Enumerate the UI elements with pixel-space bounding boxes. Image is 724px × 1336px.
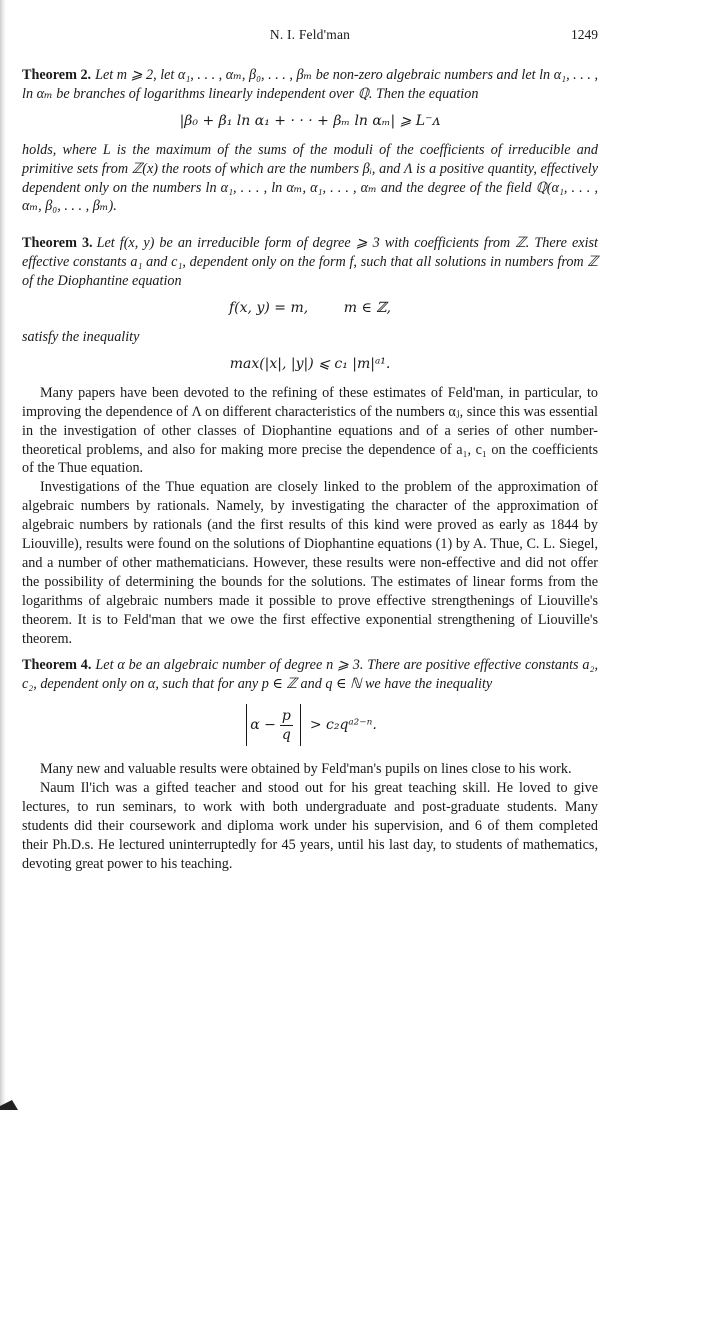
paragraph-refinements: Many papers have been devoted to the refining of these estimates of Feld'man, in particular, to improving the dependence of Λ on different characteristics of the numbers αⱼ, since this was essential in the investigation of other classes of Diophantine equations and of a series of other number-theoretical problems, and also for making more precise the dependence of a₁, c₁ on the coefficients of the Thue equation.: [22, 384, 598, 477]
theorem-2-equation: |β₀ + β₁ ln α₁ + · · · + βₘ ln αₘ| ⩾ L⁻ᴧ: [179, 112, 441, 129]
fraction-denominator: q: [281, 726, 291, 743]
theorem-4-label: Theorem 4.: [22, 657, 92, 674]
theorem-4-fraction: [280, 707, 293, 744]
paragraph-teaching: Naum Il'ich was a gifted teacher and stood out for his great teaching skill. He loved to give lectures, to run seminars, to work with both undergraduate and post-graduate students. Many students did their coursework and diploma work under his supervision, and 6 of them completed their Ph.D.s. He lectured uninterruptedly for 45 years, until his last day, to students of mathematics, devoting great power to his teaching.: [22, 780, 598, 872]
theorem-3-inequality: max(|x|, |y|) ⩽ c₁ |m|ᵃ¹.: [229, 355, 391, 372]
page-number: 1249: [571, 27, 598, 42]
theorem-4-rhs: > c₂qᵃ²⁻ⁿ.: [309, 716, 377, 733]
abs-bar-right: [300, 704, 301, 746]
theorem-3-continuation: satisfy the inequality: [22, 328, 140, 345]
theorem-2-continuation: holds, where L is the maximum of the sums of the moduli of the coefficients of irreducible and primitive sets from ℤ(x) the roots of which are the numbers βᵢ, and Λ is a positive quantity, effectively dependent only on the numbers ln α₁, . . . , ln αₘ, α₁, . . . , αₘ and the degree of the field ℚ(α₁, . . . , αₘ, β₀, . . . , βₘ).: [22, 141, 598, 215]
running-head-author: N. I. Feld'man: [269, 27, 351, 42]
theorem-2: [22, 66, 598, 104]
paragraph-pupils: Many new and valuable results were obtained by Feld'man's pupils on lines close to his work.: [40, 761, 572, 778]
theorem-4-inequality: [22, 704, 598, 746]
theorem-4-alpha: α −: [250, 716, 276, 733]
theorem-4-statement: Let α be an algebraic number of degree n ⩾ 3. There are positive effective constants a₂, c₂, dependent only on α, such that for any p ∈ ℤ and q ∈ ℕ we have the inequality: [22, 657, 598, 693]
fraction-numerator: p: [281, 707, 291, 724]
theorem-3: [22, 234, 598, 291]
theorem-3-label: Theorem 3.: [22, 235, 93, 252]
theorem-4: [22, 656, 598, 694]
scan-edge-shadow: [0, 0, 6, 1110]
theorem-3-equation: f(x, y) = m, m ∈ ℤ,: [229, 300, 391, 317]
abs-bar-left: [246, 704, 247, 746]
page-corner-mark: [0, 1100, 18, 1110]
page-body: [22, 26, 598, 874]
theorem-2-label: Theorem 2.: [22, 67, 92, 83]
running-head: [22, 26, 598, 48]
theorem-2-statement: Let m ⩾ 2, let α₁, . . . , αₘ, β₀, . . . , βₘ be non-zero algebraic numbers and let ln α₁, . . . , ln αₘ be branches of logarithms linearly independent over ℚ. Then the equation: [22, 67, 598, 102]
theorem-3-statement: Let f(x, y) be an irreducible form of degree ⩾ 3 with coefficients from ℤ. There exist effective constants a₁ and c₁, dependent only on the form f, such that all solutions in numbers from ℤ of the Diophantine equation: [22, 235, 598, 290]
paragraph-thue-equation: Investigations of the Thue equation are closely linked to the problem of the approximation of algebraic numbers by rationals. Namely, by investigating the character of the approximation of algebraic numbers by rationals (and the first results of this kind were proved as early as 1844 by Liouville), results were found on the solutions of Diophantine equations (1) by A. Thue, C. L. Siegel, and a number of other mathematicians. However, these results were non-effective and did not offer the possibility of determining the bounds for the solutions. The estimates of linear forms from the logarithms of algebraic numbers made it possible to prove effective strengthenings of Liouville's theorem. It is to Feld'man that we owe the first effective exponential strengthening of Liouville's theorem.: [22, 479, 598, 647]
